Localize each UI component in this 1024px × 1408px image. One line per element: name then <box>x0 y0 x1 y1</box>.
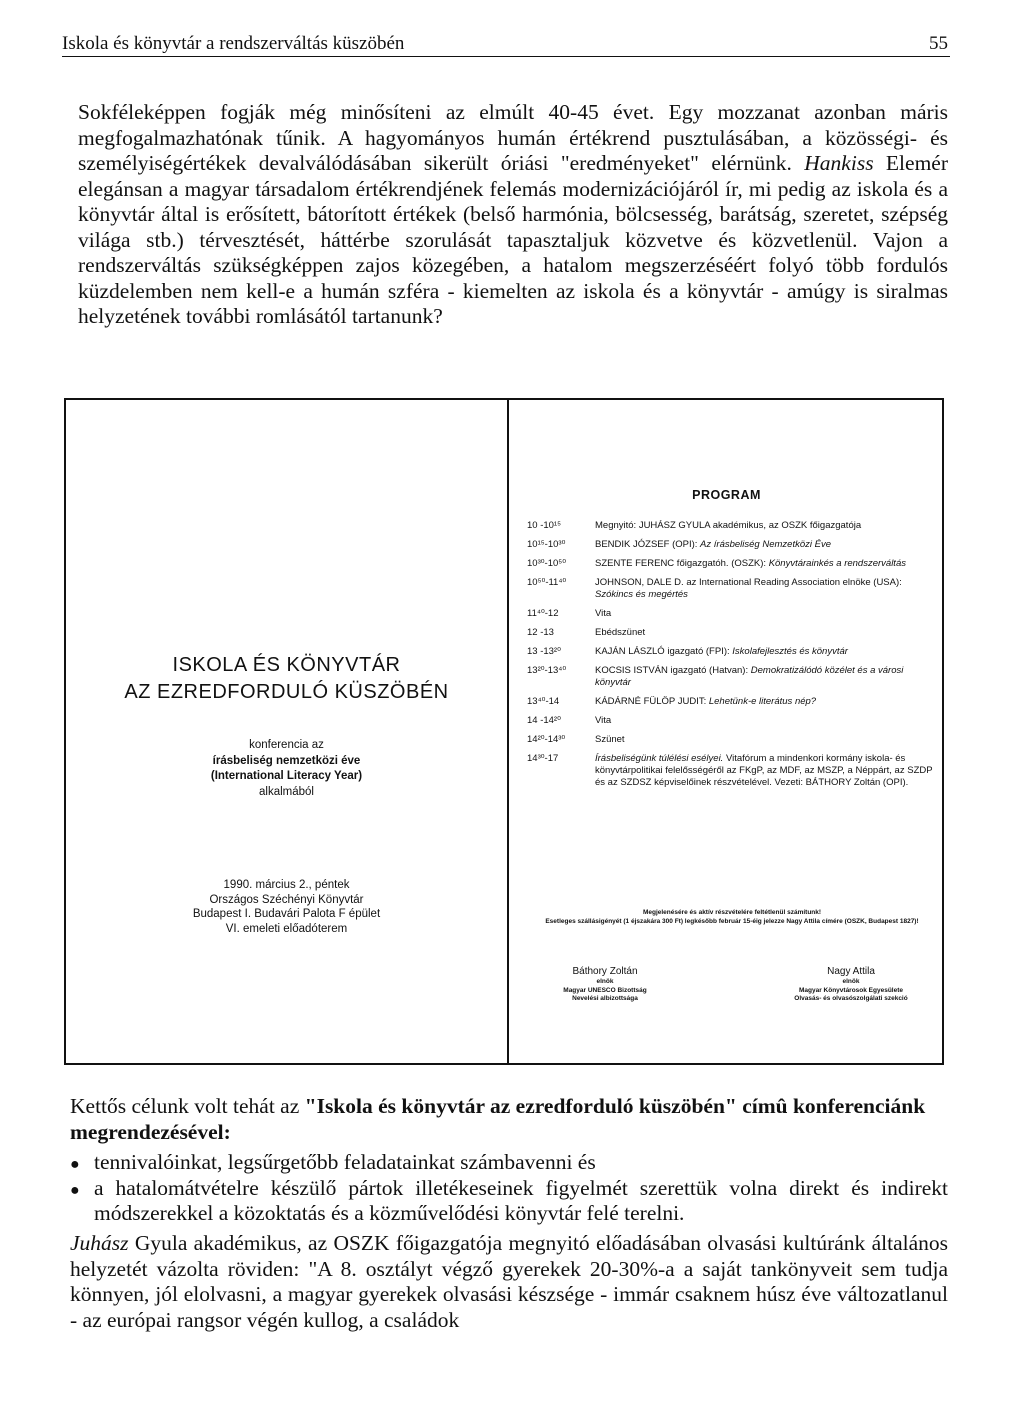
notice-line-1: Megjelenésére és aktív részvételére feltétlenül számítunk! <box>642 909 822 916</box>
program-description: Megnyitó: JUHÁSZ GYULA akadémikus, az OSZK főigazgatója <box>595 520 862 531</box>
program-description: KOCSIS ISTVÁN igazgató (Hatvan): Demokratizálódó közélet és a városi könyvtár <box>595 665 904 688</box>
signatory-name: Nagy Attila <box>827 966 875 977</box>
conference-title-line-1: ISKOLA ÉS KÖNYVTÁR <box>172 654 401 676</box>
signatory-role: elnök <box>842 978 860 985</box>
subtitle-line-1: konferencia az <box>249 739 324 751</box>
venue-line-3: VI. emeleti előadóterem <box>225 922 348 935</box>
conference-date: 1990. március 2., péntek <box>223 879 350 891</box>
program-row <box>527 627 937 639</box>
conference-subtitle <box>66 738 507 800</box>
program-description: JOHNSON, DALE D. az International Reading Association elnöke (USA): Szókincs és megértés <box>595 577 902 600</box>
list-item <box>70 1150 948 1176</box>
program-time: 10⁵⁰-11⁴⁰ <box>527 577 567 588</box>
program-time: 11⁴⁰-12 <box>527 608 559 619</box>
card-program-side <box>509 400 944 1063</box>
conference-title-line-2: AZ EZREDFORDULÓ KÜSZÖBÉN <box>124 681 449 703</box>
signatory-org-2: Nevelési albizottsága <box>572 995 638 1002</box>
signatory-name: Báthory Zoltán <box>572 966 638 977</box>
goals-lead-plain: Kettős célunk volt tehát az <box>70 1094 305 1118</box>
bullet-icon: ● <box>70 1156 80 1173</box>
registration-notice <box>527 908 937 926</box>
intro-text-1: Sokféleképpen fogják még minősíteni az elmúlt 40-45 évet. Egy mozzanat azonban máris megfogalmazhatónak tűnik. A hagyományos humán értékrend pusztulásában, a közösségi- és személyiségértékek devalválódásában sikerült óriási "eredményeket" elérnünk. <box>78 100 948 175</box>
program-description: Vita <box>595 608 612 619</box>
program-description: KÁDÁRNÉ FÜLÖP JUDIT: Lehetünk-e literátus nép? <box>595 696 817 707</box>
program-time: 13²⁰-13⁴⁰ <box>527 665 567 676</box>
signature-left <box>525 965 685 1004</box>
list-item <box>70 1176 948 1227</box>
goals-lead <box>70 1094 948 1145</box>
program-row <box>527 577 937 601</box>
program-time: 13 -13²⁰ <box>527 646 561 657</box>
program-row <box>527 558 937 570</box>
bullet-icon: ● <box>70 1181 80 1199</box>
running-header <box>62 32 950 57</box>
program-row <box>527 715 937 727</box>
closing-text: Gyula akadémikus, az OSZK főigazgatója megnyitó előadásában olvasási kultúránk általános helyzetét vázolta röviden: "A 8. osztályt végző gyerekek 20-30%-a a saját tankönyveit sem tudja könnyen, jól elolvasni, a magyar gyerekek olvasási készsége - immár csaknem húsz éve változatlanul - az európai rangsor végén kullog, a családok <box>70 1231 948 1332</box>
intro-text-2: Elemér elegánsan a magyar társadalom értékrendjének felemás modernizációjáról ír, mi pedig az iskola és a könyvtár által is erősített, bátorított értékek (belső harmónia, bölcsesség, barátság, szeretet, szépség világa stb.) térvesztését, háttérbe szorulását tapasztaljuk közvetve és közvetlenül. Vajon a rendszerváltás szükségképpen zajos közegében, a hatalom megszerzéséért folyó több fordulós küzdelemben nem kell-e a humán szféra - kiemelten az iskola és a könyvtár - amúgy is siralmas helyzetének további romlásától tartanunk? <box>78 151 948 328</box>
list-item-text: tennivalóinkat, legsűrgetőbb feladatainkat számbavenni és <box>94 1150 596 1174</box>
program-time: 13⁴⁰-14 <box>527 696 560 707</box>
program-description: BENDIK JÓZSEF (OPI): Az írásbeliség Nemzetközi Éve <box>595 539 831 550</box>
subtitle-line-3: (International Literacy Year) <box>210 770 363 782</box>
intro-paragraph <box>78 100 948 330</box>
program-description: KAJÁN LÁSZLÓ igazgató (FPI): Iskolafejlesztés és könyvtár <box>595 646 848 657</box>
program-time: 10¹⁵-10³⁰ <box>527 539 566 550</box>
program-row <box>527 734 937 746</box>
program-row <box>527 608 937 620</box>
intro-name-italic: Hankiss <box>804 151 874 175</box>
closing-name-italic: Juhász <box>70 1231 129 1255</box>
program-description: Írásbeliségünk túlélési esélyei. Vitafórum a mindenkori kormány iskola- és könyvtárpolitikai felelősségéről az FKgP, az MDF, az MSZP, a Néppárt, az SZDP és az SZDSZ képviselőinek részvételével. Vezeti: BÁTHORY Zoltán (OPI). <box>595 753 933 788</box>
goals-list <box>70 1150 948 1227</box>
signatory-org-2: Olvasás- és olvasószolgálati szekció <box>794 995 908 1002</box>
program-time: 14²⁰-14³⁰ <box>527 734 566 745</box>
program-row <box>527 646 937 658</box>
program-row <box>527 696 937 708</box>
program-description: Vita <box>595 715 612 726</box>
program-time: 14³⁰-17 <box>527 753 559 764</box>
conference-title <box>66 652 507 706</box>
signatory-role: elnök <box>596 978 614 985</box>
program-list <box>527 520 937 796</box>
program-row <box>527 539 937 551</box>
subtitle-line-2: írásbeliség nemzetközi éve <box>212 754 361 767</box>
venue-line-2: Budapest I. Budavári Palota F épület <box>192 908 381 920</box>
conference-invitation <box>64 398 944 1065</box>
venue-line-1: Országos Széchényi Könyvtár <box>209 893 364 906</box>
subtitle-line-4: alkalmából <box>259 785 314 798</box>
signature-right <box>771 965 931 1004</box>
notice-line-2: Esetleges szállásigényét (1 éjszakára 300 Ft) legkésőbb február 15-éig jelezze Nagy Attila címére (OSZK, Budapest 1827)! <box>545 918 919 925</box>
page-number: 55 <box>929 33 948 54</box>
program-row <box>527 753 937 789</box>
conference-venue <box>66 878 507 936</box>
program-description: SZENTE FERENC főigazgatóh. (OSZK): Könyvtárainkés a rendszerváltás <box>595 558 906 569</box>
program-time: 12 -13 <box>527 627 554 638</box>
program-time: 10³⁰-10⁵⁰ <box>527 558 567 569</box>
closing-paragraph <box>70 1231 948 1333</box>
program-row <box>527 665 937 689</box>
goals-lead-bold: "Iskola és könyvtár az ezredforduló küszöbén" címû konferenciánk megrendezésével: <box>70 1094 926 1144</box>
program-row <box>527 520 937 532</box>
list-item-text: a hatalomátvételre készülő pártok illetékeseinek figyelmét szerettük volna direkt és indirekt módszerekkel a közoktatás és a közművelődési könyvtár felé terelni. <box>94 1175 948 1225</box>
signatory-org-1: Magyar UNESCO Bizottság <box>563 986 647 994</box>
program-time: 10 -10¹⁵ <box>527 520 562 531</box>
running-header-title: Iskola és könyvtár a rendszerváltás küszöbén <box>62 33 405 54</box>
program-heading: PROGRAM <box>692 488 761 502</box>
program-time: 14 -14²⁰ <box>527 715 561 726</box>
signatory-org-1: Magyar Könyvtárosok Egyesülete <box>798 986 904 994</box>
program-description: Ebédszünet <box>595 627 646 638</box>
program-description: Szünet <box>595 734 625 745</box>
card-cover <box>66 400 507 1063</box>
